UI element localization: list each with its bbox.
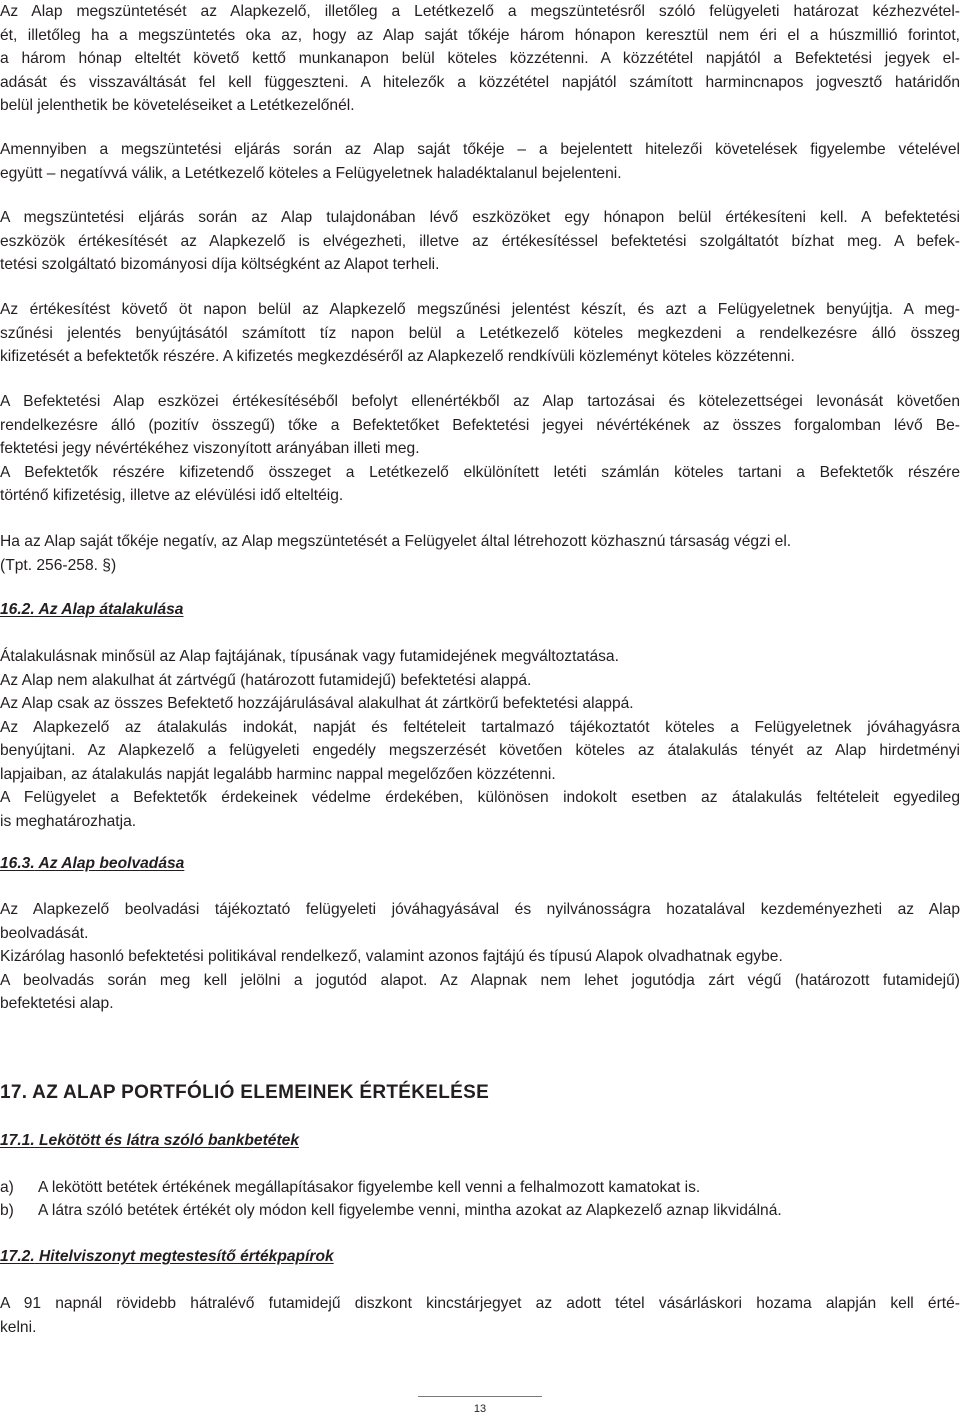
paragraph-asset-sale bbox=[0, 206, 960, 277]
text-line: Átalakulásnak minősül az Alap fajtájának, típusának vagy futamidejének megváltoztatása. bbox=[0, 648, 619, 665]
list-item-text: A látra szóló betétek értékét oly módon kell figyelembe venni, mintha azokat az Alapkezelő aznap likvidálná. bbox=[38, 1202, 782, 1219]
text-line: A beolvadás során meg kell jelölni a jogutód alapot. Az Alapnak nem lehet jogutódja zárt végű (határozott futamidejű) bbox=[0, 971, 960, 989]
text-line: A 91 napnál rövidebb hátralévő futamidejű diszkont kincstárjegyet az adott tétel vásárláskori hozama alapján kell érté- bbox=[0, 1295, 960, 1312]
text-line: Az Alap csak az összes Befektető hozzájárulásával alakulhat át zártkörű befektetési alappá. bbox=[0, 695, 634, 712]
list-item-b bbox=[0, 1199, 782, 1222]
paragraph-negative-equity bbox=[0, 138, 960, 185]
paragraph-transformation bbox=[0, 645, 960, 833]
text-line: rendelkezésre álló (pozitív összegű) tőke a Befektetőket Befektetési jegyei névértékének az összes forgalomban lévő Be- bbox=[0, 416, 960, 434]
list-item-text: A lekötött betétek értékének megállapításakor figyelembe kell venni a felhalmozott kamatokat is. bbox=[38, 1179, 701, 1196]
text-line: a három hónap elteltét követő kettő munkanapon belül köteles közzétenni. A közzététel napjától a Befektetési jegyek el- bbox=[0, 50, 960, 67]
text-line: A Befektetők részére kifizetendő összeget a Letétkezelő elkülönített letéti számlán köteles tartani a Befektetők részére bbox=[0, 463, 960, 481]
page-number: 13 bbox=[473, 1403, 487, 1415]
section-heading-17: 17. AZ ALAP PORTFÓLIÓ ELEMEINEK ÉRTÉKELÉSE bbox=[0, 1082, 490, 1103]
text-line: Az értékesítést követő öt napon belül az Alapkezelő megszűnési jelentést készít, és azt a Felügyeletnek benyújtja. A meg- bbox=[0, 301, 960, 318]
text-line: kelni. bbox=[0, 1318, 37, 1336]
heading-number: 17.1. bbox=[0, 1132, 35, 1149]
heading-16-2 bbox=[0, 598, 183, 621]
list-marker: b) bbox=[0, 1202, 14, 1219]
text-line: Ha az Alap saját tőkéje negatív, az Alap megszüntetését a Felügyelet által létrehozott közhasznú társaság végzi el. bbox=[0, 533, 792, 550]
text-line: Az Alap megszüntetését az Alapkezelő, illetőleg a Letétkezelő a megszüntetésről szóló felügyeleti határozat kézhezvétel- bbox=[0, 3, 960, 20]
text-line: kifizetését a befektetők részére. A kifizetés megkezdéséről az Alapkezelő rendkívüli közleményt köteles közzétenni. bbox=[0, 348, 795, 365]
heading-number: 16.3. bbox=[0, 855, 35, 872]
paragraph-treasury-bills bbox=[0, 1292, 960, 1339]
text-line: A megszüntetési eljárás során az Alap tulajdonában lévő eszközöket egy hónapon belül értékesíteni kell. A befektetési bbox=[0, 209, 960, 226]
text-line: Az Alap nem alakulhat át zártvégű (határozott futamidejű) befektetési alappá. bbox=[0, 671, 532, 689]
heading-text: Hitelviszonyt megtestesítő értékpapírok bbox=[39, 1248, 334, 1265]
text-line: Kizárólag hasonló befektetési politikával rendelkező, valamint azonos fajtájú és típusú Alapok olvadhatnak egybe. bbox=[0, 948, 783, 965]
list-item-a bbox=[0, 1176, 700, 1199]
text-line: A Befektetési Alap eszközei értékesítéséből befolyt ellenértékből az Alap tartozásai és kötelezettségei levonását követően bbox=[0, 393, 960, 410]
footer-divider bbox=[418, 1396, 542, 1397]
list-marker: a) bbox=[0, 1179, 14, 1196]
text-line: beolvadását. bbox=[0, 924, 89, 942]
text-line: Az Alapkezelő az átalakulás indokát, napját és feltételeit tartalmazó tájékoztatót köteles a Felügyeletnek jóváhagyásra bbox=[0, 718, 960, 736]
text-line: befektetési alap. bbox=[0, 995, 114, 1012]
paragraph-negative-equity-liquidator bbox=[0, 530, 960, 577]
text-line: ét, illetőleg ha a megszüntetés oka az, hogy az Alap saját tőkéje három hónapon keresztül nem éri el a húszmillió forintot, bbox=[0, 26, 960, 44]
paragraph-termination-report bbox=[0, 298, 960, 369]
text-line: Az Alapkezelő beolvadási tájékoztató felügyeleti jóváhagyásával és nyilvánosságra hozatalával kezdeményezheti az Alap bbox=[0, 901, 960, 918]
text-line: adását és visszaváltását fel kell függeszteni. A hitelezők a közzététel napjától számított harmincnapos jogvesztő határidőn bbox=[0, 73, 960, 91]
heading-text: Az Alap átalakulása bbox=[38, 601, 184, 618]
heading-text: Az Alap beolvadása bbox=[38, 855, 185, 872]
text-line: történő kifizetésig, illetve az elévülési idő elteltéig. bbox=[0, 487, 344, 504]
heading-number: 17.2. bbox=[0, 1248, 35, 1265]
text-line: benyújtani. Az Alapkezelő a felügyeleti engedély megszerzését követően köteles az átalakulás tényét az Alap hirdetményi bbox=[0, 742, 960, 759]
text-line: (Tpt. 256-258. §) bbox=[0, 556, 117, 574]
text-line: belül jelenthetik be követeléseiket a Letétkezelőnél. bbox=[0, 97, 355, 114]
text-line: tetési szolgáltató bizományosi díja költségként az Alapot terheli. bbox=[0, 256, 440, 273]
heading-16-3 bbox=[0, 852, 184, 875]
text-line: Amennyiben a megszüntetési eljárás során az Alap saját tőkéje – a bejelentett hitelezői követelések figyelembe vételével bbox=[0, 141, 960, 158]
heading-17-2 bbox=[0, 1245, 334, 1268]
heading-17-1 bbox=[0, 1129, 299, 1152]
text-line: A Felügyelet a Befektetők érdekeinek védelme érdekében, különösen indokolt esetben az átalakulás feltételeit egyedileg bbox=[0, 789, 960, 806]
paragraph-liquidation-publication bbox=[0, 0, 960, 118]
text-line: is meghatározhatja. bbox=[0, 812, 137, 830]
heading-text: Lekötött és látra szóló bankbetétek bbox=[39, 1132, 299, 1149]
text-line: szűnési jelentés benyújtásától számított tíz napon belül a Letétkezelő köteles megkezdeni a rendelkezésre álló összeg bbox=[0, 324, 960, 342]
text-line: lapjaiban, az átalakulás napját legalább harminc nappal megelőzően közzétenni. bbox=[0, 765, 556, 783]
paragraph-proceeds-distribution bbox=[0, 390, 960, 508]
paragraph-merger bbox=[0, 898, 960, 1016]
heading-number: 16.2. bbox=[0, 601, 35, 618]
text-line: fektetési jegy névértékéhez viszonyított arányában illeti meg. bbox=[0, 440, 420, 457]
text-line: együtt – negatívvá válik, a Letétkezelő köteles a Felügyeletnek haladéktalanul bejelenteni. bbox=[0, 164, 622, 182]
text-line: eszközök értékesítését az Alapkezelő is elvégezheti, illetve az értékesítéssel befektetési szolgáltatót bízhat meg. A befek- bbox=[0, 232, 960, 250]
